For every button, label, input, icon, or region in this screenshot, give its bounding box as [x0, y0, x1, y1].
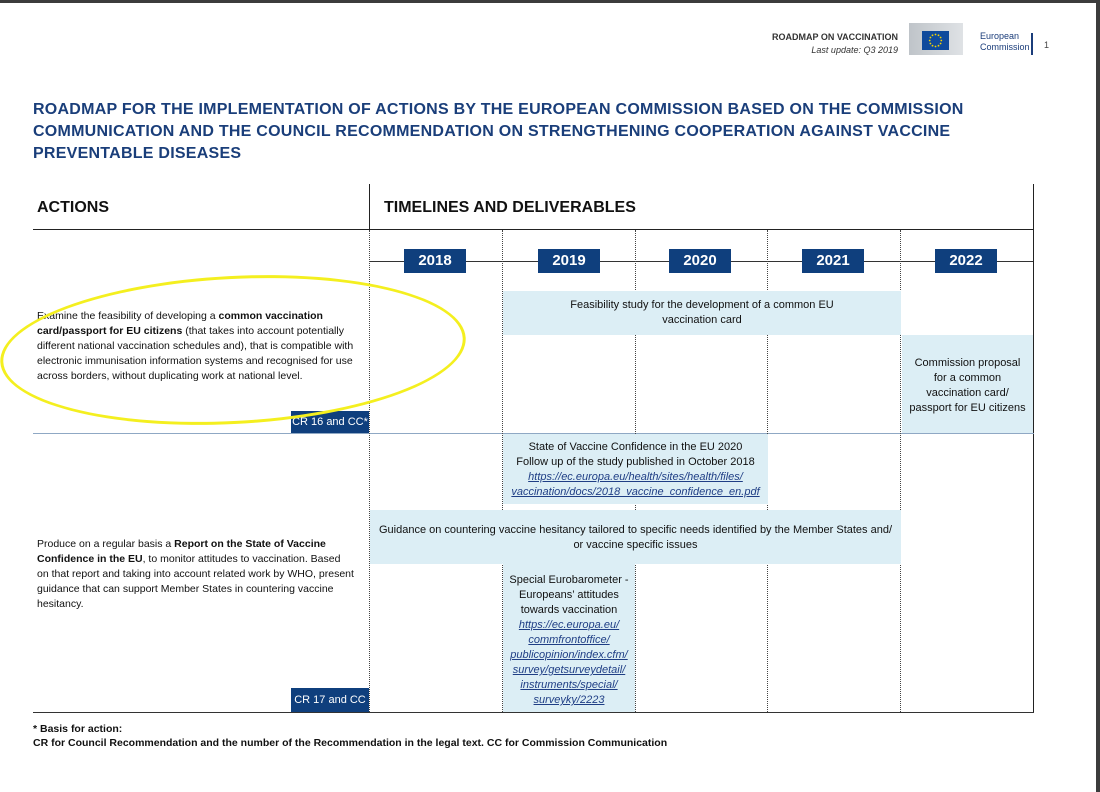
action-vaccination-card: Examine the feasibility of developing a common vaccination card/passport for EU citizens (that takes into account potentially different national vaccination schedules and), that is compatible with electronic immunisation information systems and recognised for use across borders, without duplicating work at national level.: [37, 310, 354, 382]
confidence-report-title: State of Vaccine Confidence in the EU 2020: [528, 441, 743, 453]
doc-header: [772, 31, 898, 57]
logo-line1: European: [980, 31, 1020, 41]
action-vaccine-confidence: Produce on a regular basis a Report on the State of Vaccine Confidence in the EU, to monitor attitudes to vaccination. Based on that report and taking into account related work by WHO, present guidance that can support Member States in countering vaccine hesitancy.: [37, 538, 354, 610]
actions-column-header: ACTIONS: [37, 199, 109, 216]
column-divider: [369, 184, 370, 230]
highlight-ellipse: [0, 264, 470, 436]
action-highlight: Report on the State of Vaccine Confidence in the EU: [37, 538, 326, 565]
table-right-border: [1033, 184, 1034, 713]
footnote-title: * Basis for action:: [33, 723, 123, 735]
commission-proposal-cell: Commission proposal for a common vaccination card/ passport for EU citizens: [902, 335, 1033, 433]
table-bottom-rule: [33, 712, 1034, 713]
eu-flag-icon: [922, 31, 949, 50]
header-rule: [33, 229, 1034, 230]
page-title: ROADMAP FOR THE IMPLEMENTATION OF ACTIONS BY THE EUROPEAN COMMISSION BASED ON THE COMMISSION COMMUNICATION AND THE COUNCIL RECOMMENDATION ON STRENGTHENING COOPERATION AGAINST VACCINE PREVENTABLE DISEASES: [33, 101, 964, 162]
basis-badge: CR 16 and CC*: [291, 411, 369, 433]
vaccine-confidence-report-cell: [503, 434, 768, 504]
header-divider: [1031, 33, 1033, 55]
page-number: 1: [1044, 40, 1050, 50]
page-frame-top: [0, 0, 1100, 3]
action-highlight: common vaccination card/passport for EU citizens: [37, 310, 323, 337]
year-2019: 2019: [538, 249, 600, 273]
last-update: Last update: Q3 2019: [811, 45, 898, 55]
eurobarometer-link[interactable]: https://ec.europa.eu/ commfrontoffice/ publicopinion/index.cfm/ survey/getsurveydetail/ instruments/special/ surveyky/2223: [510, 619, 628, 706]
page-frame-right: [1096, 0, 1100, 792]
feasibility-study-cell: Feasibility study for the development of a common EU vaccination card: [503, 291, 901, 335]
basis-badge: CR 17 and CC: [291, 688, 369, 712]
year-2021: 2021: [802, 249, 864, 273]
eurobarometer-cell: [503, 564, 635, 712]
footnote-text: CR for Council Recommendation and the number of the Recommendation in the legal text. CC for Commission Communication: [33, 737, 668, 749]
year-2022: 2022: [935, 249, 997, 273]
eurobarometer-title: Special Eurobarometer - Europeans’ attitudes towards vaccination: [509, 574, 629, 616]
confidence-report-link[interactable]: https://ec.europa.eu/health/sites/health/files/ vaccination/docs/2018_vaccine_confidence_en.pdf: [511, 471, 760, 498]
year-2020: 2020: [669, 249, 731, 273]
ec-logo: [909, 19, 1029, 57]
logo-text: [980, 31, 1030, 53]
confidence-report-followup: Follow up of the study published in October 2018: [516, 456, 755, 468]
guidance-cell: Guidance on countering vaccine hesitancy tailored to specific needs identified by the Member States and/ or vaccine specific issues: [370, 510, 901, 564]
doc-label: ROADMAP ON VACCINATION: [772, 32, 898, 42]
logo-line2: Commission: [980, 42, 1030, 52]
year-2018: 2018: [404, 249, 466, 273]
timelines-column-header: TIMELINES AND DELIVERABLES: [384, 199, 636, 216]
